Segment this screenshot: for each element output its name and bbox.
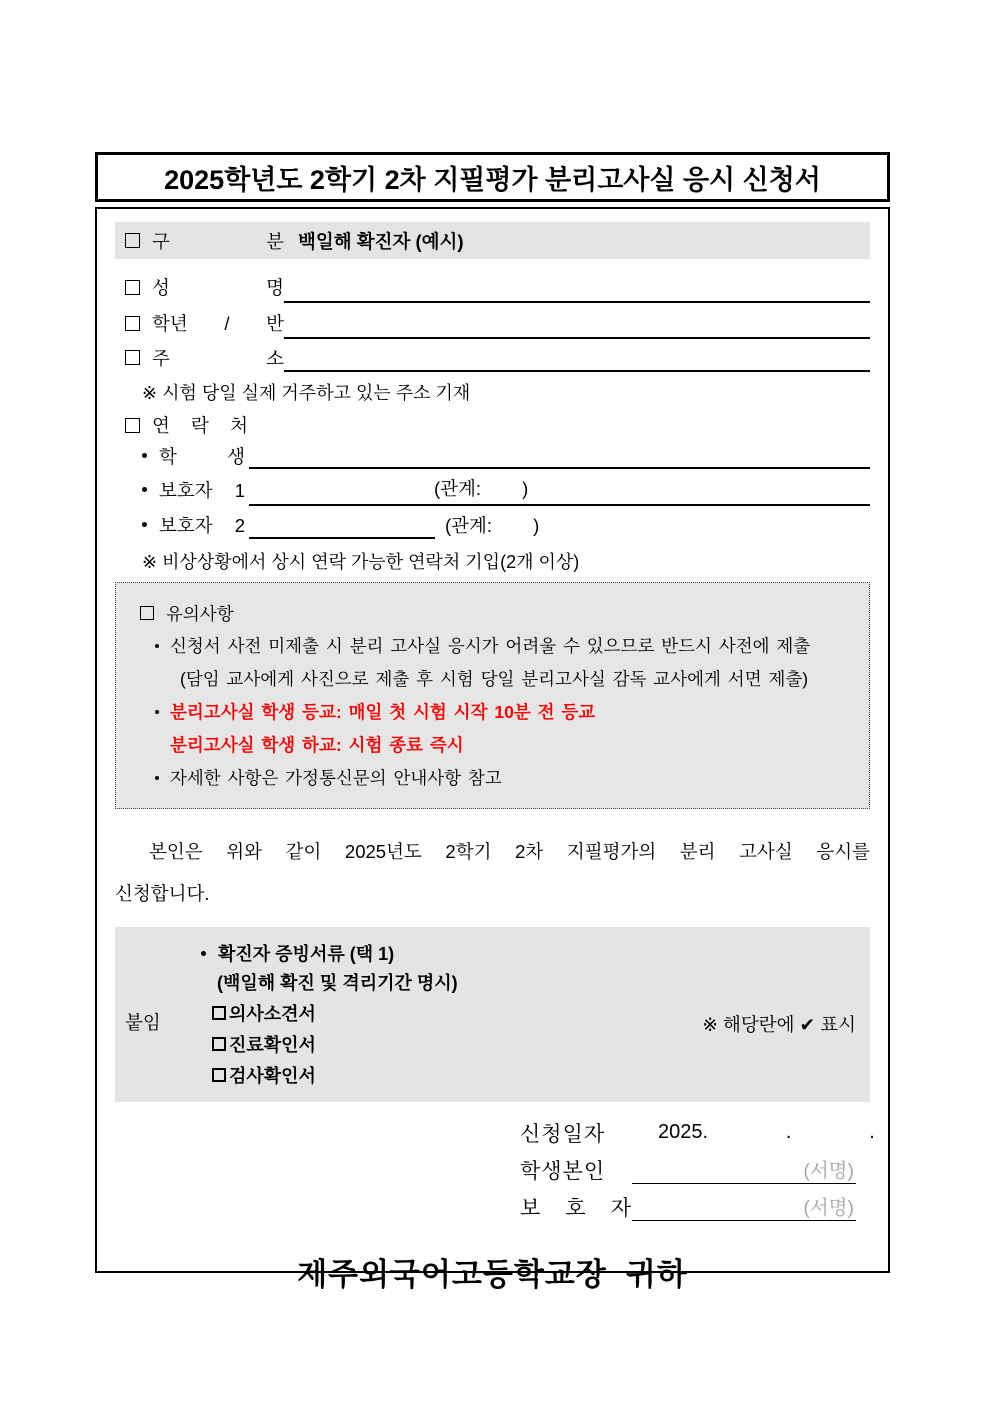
address-input-line[interactable] [284,341,870,372]
test-confirmation-checkbox-icon[interactable] [212,1068,226,1082]
treatment-confirmation-checkbox-icon[interactable] [212,1037,226,1051]
address-note: ※ 시험 당일 실제 거주하고 있는 주소 기재 [142,383,471,403]
bullet-icon [142,453,147,458]
doctor-note-label: 의사소견서 [229,1003,316,1024]
student-signature-row [520,1151,870,1188]
grade-class-checkbox-icon[interactable] [125,316,140,331]
student-phone-input-line[interactable] [249,440,870,469]
contact-header-row [115,410,870,440]
bullet-icon [155,710,159,714]
guardian1-label: 보호자 1 [159,479,245,501]
notice-item-2 [130,696,855,762]
bullet-icon [155,776,159,780]
addressee-line: 제주외국어고등학교장 귀하 [297,1257,688,1292]
contact-note: ※ 비상상황에서 상시 연락 가능한 연락처 기입(2개 이상) [142,552,580,572]
address-label: 주 소 [152,347,284,369]
name-checkbox-icon[interactable] [125,280,140,295]
signature-block [520,1114,875,1225]
guardian2-input-line[interactable] [249,508,435,539]
guardian1-relation-field[interactable]: (관계: ) [434,477,529,499]
grade-class-label: 학년 / 반 [152,313,284,334]
notice-item-1 [130,630,855,696]
notice-item-3 [130,762,855,795]
contact-label: 연 락 처 [152,415,248,436]
application-date-value[interactable]: 2025. . . [658,1121,875,1143]
notice-item-2-line-1: 분리고사실 학생 등교: 매일 첫 시험 시작 10분 전 등교 [170,702,596,722]
attachment-side-label: 붙임 [125,1012,161,1033]
notice-header [130,598,855,628]
form-title-box [95,152,890,202]
guardian2-phone-row [115,508,870,541]
notice-box [115,582,870,809]
bullet-icon [142,487,147,492]
student-phone-row [115,440,870,471]
address-checkbox-icon[interactable] [125,350,140,365]
application-date-label: 신청일자 [520,1122,606,1146]
doctor-note-checkbox-icon[interactable] [212,1006,226,1020]
attachment-check-note: ※ 해당란에 ✔ 표시 [702,1014,856,1035]
guardian-signature-row [520,1188,870,1225]
attachment-box [115,927,870,1102]
treatment-confirmation-label: 진료확인서 [229,1034,316,1055]
address-row [115,341,870,374]
contact-checkbox-icon[interactable] [125,418,140,433]
form-body [95,207,890,1292]
attachment-evidence-title: 확진자 증빙서류 (택 1) [218,944,395,964]
guardian1-phone-row [115,471,870,508]
attachment-evidence-subtitle: (백일해 확진 및 격리기간 명시) [217,973,458,993]
category-checkbox-icon[interactable] [125,233,140,248]
attachment-evidence-title-row [125,939,856,967]
category-value: 백일해 확진자 (예시) [298,230,464,252]
student-signature-line[interactable] [632,1151,856,1184]
guardian2-label: 보호자 2 [159,514,245,536]
student-phone-label: 학 생 [159,445,245,467]
test-confirmation-label: 검사확인서 [229,1065,316,1086]
name-input-line[interactable] [284,269,870,303]
declaration-line-1: 본인은 위와 같이 2025년도 2학기 2차 지필평가의 분리 고사실 응시를 [149,841,870,862]
grade-class-input-line[interactable] [284,305,870,339]
notice-checkbox-icon [140,606,154,620]
guardian2-relation-field[interactable]: (관계: ) [445,514,540,536]
notice-item-1-line-2: (담임 교사에게 사진으로 제출 후 시험 당일 분리고사실 감독 교사에게 서면 제출) [180,669,809,689]
bullet-icon [201,951,206,956]
declaration-line-2: 신청합니다. [115,883,210,904]
notice-item-3-line-1: 자세한 사항은 가정통신문의 안내사항 참고 [170,768,502,788]
bullet-icon [142,522,147,527]
guardian2-field-area [249,508,870,541]
bullet-icon [155,644,159,648]
notice-header-label: 유의사항 [166,603,234,624]
category-label: 구 분 [152,230,284,252]
name-row [115,269,870,305]
student-signature-label: 학생본인 [520,1159,606,1183]
notice-item-1-line-1: 신청서 사전 미제출 시 분리 고사실 응시가 어려울 수 있으므로 반드시 사전에 제출 [170,636,811,656]
attachment-option-test-confirmation [125,1059,856,1090]
category-row [115,222,870,259]
name-label: 성 명 [152,277,284,298]
application-date-row [520,1114,875,1151]
grade-class-row [115,305,870,341]
guardian-signature-label: 보 호 자 [520,1196,632,1220]
guardian-sign-placeholder: (서명) [803,1197,854,1219]
notice-item-2-line-2: 분리고사실 학생 하교: 시험 종료 즉시 [170,735,464,755]
student-sign-placeholder: (서명) [803,1160,854,1182]
guardian-signature-line[interactable] [632,1188,856,1221]
declaration-paragraph [115,831,870,915]
guardian1-input-line[interactable] [249,471,870,506]
form-title: 2025학년도 2학기 2차 지필평가 분리고사실 응시 신청서 [164,164,821,195]
